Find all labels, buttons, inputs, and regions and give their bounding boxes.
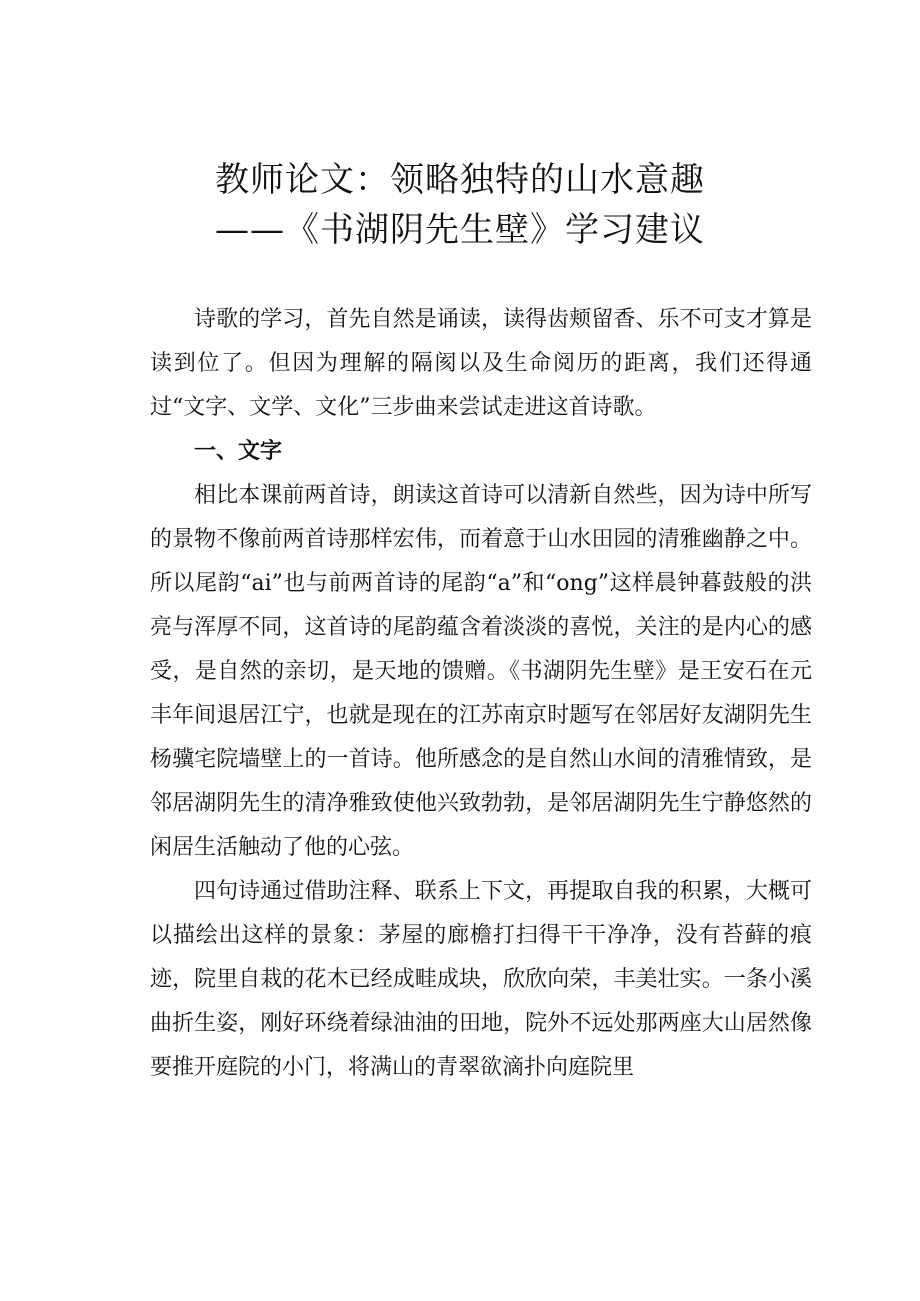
section1-paragraph-1: 相比本课前两首诗，朗读这首诗可以清新自然些，因为诗中所写的景物不像前两首诗那样宏伟，而着意于山水田园的清雅幽静之中。所以尾韵“ai”也与前两首诗的尾韵“a”和“ong”这样晨钟暮鼓般的洪亮与浑厚不同，这首诗的尾韵蕴含着淡淡的喜悦，关注的是内心的感受，是自然的亲切，是天地的馈赠。《书湖阴先生壁》是王安石在元丰年间退居江宁，也就是现在的江苏南京时题写在邻居好友湖阴先生杨骥宅院墙壁上的一首诗。他所感念的是自然山水间的清雅情致，是邻居湖阴先生的清净雅致使他兴致勃勃，是邻居湖阴先生宁静悠然的闲居生活触动了他的心弦。 xyxy=(150,483,812,860)
document-title xyxy=(0,155,920,255)
document-body xyxy=(150,298,812,1090)
title-line-subtitle: ——《书湖阴先生壁》学习建议 xyxy=(215,210,705,250)
intro-paragraph: 诗歌的学习，首先自然是诵读，读得齿颊留香、乐不可支才算是读到位了。但因为理解的隔阂以及生命阅历的距离，我们还得通过“文字、文学、文化”三步曲来尝试走进这首诗歌。 xyxy=(150,307,812,420)
section-heading-wenzi: 一、文字 xyxy=(194,439,283,464)
section1-paragraph-2: 四句诗通过借助注释、联系上下文，再提取自我的积累，大概可以描绘出这样的景象：茅屋的廊檐打扫得干干净净，没有苔藓的痕迹，院里自栽的花木已经成畦成块，欣欣向荣，丰美壮实。一条小溪曲折生姿，刚好环绕着绿油油的田地，院外不远处那两座大山居然像要推开庭院的小门，将满山的青翠欲滴扑向庭院里 xyxy=(150,879,812,1080)
title-line-main: 教师论文：领略独特的山水意趣 xyxy=(215,160,705,200)
